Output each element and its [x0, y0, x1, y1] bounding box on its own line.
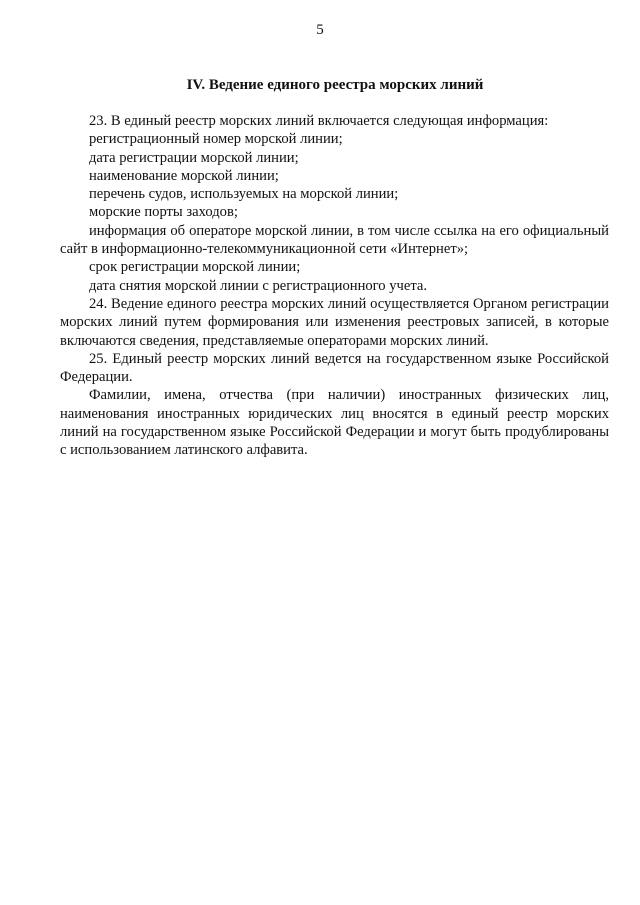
- paragraph-24: 24. Ведение единого реестра морских линий осуществляется Органом регистрации морских линий путем формирования или изменения реестровых записей, в которые включаются сведения, представляемые операторами морских линий.: [60, 295, 609, 349]
- list-item-operator-info: информация об операторе морской линии, в том числе ссылка на его официальный сайт в информационно-телекоммуникационной сети «Интернет»;: [60, 222, 609, 258]
- list-item-registration-date: дата регистрации морской линии;: [89, 149, 299, 166]
- list-item-registration-number: регистрационный номер морской линии;: [89, 131, 343, 148]
- section-heading: IV. Ведение единого реестра морских линий: [186, 77, 484, 93]
- paragraph-foreign-names: Фамилии, имена, отчества (при наличии) иностранных физических лиц, наименования иностранных юридических лиц вносятся в единый реестр морских линий на государственном языке Российской Федерации и могут быть продублированы с использованием латинского алфавита.: [60, 387, 609, 459]
- list-item-deregistration-date: дата снятия морской линии с регистрационного учета.: [89, 277, 428, 294]
- list-item-registration-term: срок регистрации морской линии;: [89, 259, 301, 276]
- list-item-vessels: перечень судов, используемых на морской линии;: [89, 186, 399, 203]
- list-item-ports: морские порты заходов;: [89, 204, 238, 221]
- paragraph-23-intro: 23. В единый реестр морских линий включается следующая информация:: [89, 113, 549, 129]
- paragraph-25: 25. Единый реестр морских линий ведется на государственном языке Российской Федерации.: [60, 350, 609, 386]
- list-item-line-name: наименование морской линии;: [89, 167, 279, 184]
- document-body: [60, 112, 609, 460]
- page-number: 5: [316, 22, 324, 38]
